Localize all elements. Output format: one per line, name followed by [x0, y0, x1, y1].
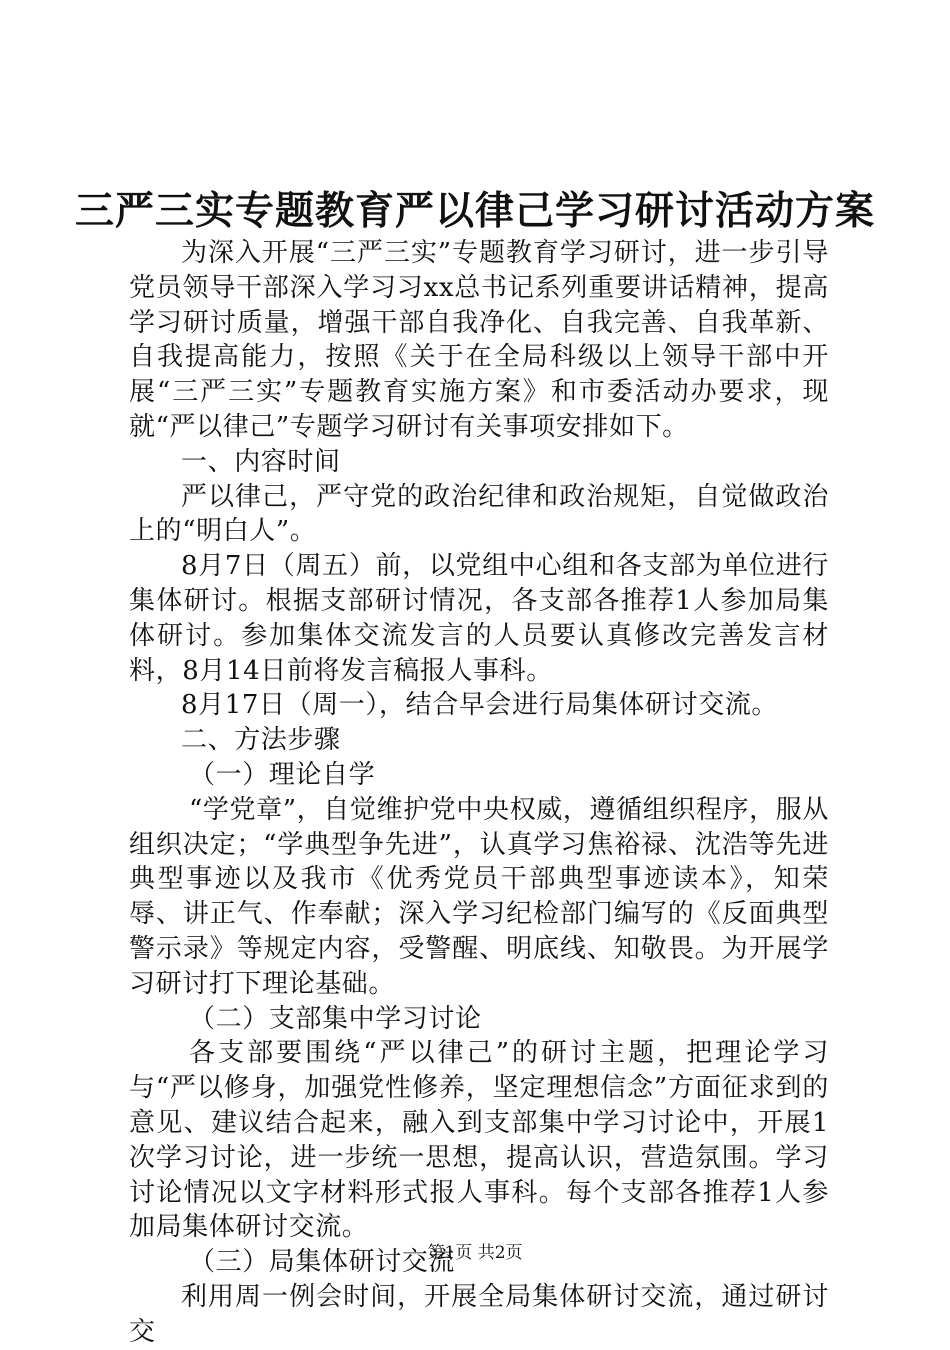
page-number-footer: 第1页 共2页	[427, 1243, 523, 1263]
subheading-branch-discussion: （二）支部集中学习讨论	[189, 1003, 482, 1034]
paragraph-aug-7: 8月7日（周五）前，以党组中心组和各支部为单位进行集体研讨。根据支部研讨情况，各支部各推荐1人参加局集体研讨。参加集体交流发言的人员要认真修改完善发言材料，8月14日前将发言稿报人事科。	[129, 551, 829, 686]
section-heading-content-time: 一、内容时间	[181, 446, 341, 477]
paragraph-intro: 为深入开展“三严三实”专题教育学习研讨，进一步引导党员领导干部深入学习习xx总书记系列重要讲话精神，提高学习研讨质量，增强干部自我净化、自我完善、自我革新、自我提高能力，按照《关于在全局科级以上领导干部中开展“三严三实”专题教育实施方案》和市委活动办要求，现就“严以律己”专题学习研讨有关事项安排如下。	[129, 238, 829, 442]
paragraph-bureau-exchange: 利用周一例会时间，开展全局集体研讨交流，通过研讨交	[129, 1281, 829, 1347]
paragraph-theory-study: “学党章”，自觉维护党中央权威，遵循组织程序，服从组织决定；“学典型争先进”，认真学习焦裕禄、沈浩等先进典型事迹以及我市《优秀党员干部典型事迹读本》，知荣辱、讲正气、作奉献；深入学习纪检部门编写的《反面典型警示录》等规定内容，受警醒、明底线、知敬畏。为开展学习研讨打下理论基础。	[129, 794, 829, 999]
document-body	[129, 236, 829, 1350]
subheading-theory-study: （一）理论自学	[189, 759, 376, 790]
subheading-bureau-exchange: （三）局集体研讨交流	[189, 1247, 456, 1278]
paragraph-aug-17: 8月17日（周一），结合早会进行局集体研讨交流。	[181, 690, 779, 721]
document-title: 三严三实专题教育严以律己学习研讨活动方案	[74, 188, 875, 234]
section-heading-methods: 二、方法步骤	[181, 725, 341, 756]
paragraph-branch-discussion: 各支部要围绕“严以律己”的研讨主题，把理论学习与“严以修身，加强党性修养，坚定理想信念”方面征求到的意见、建议结合起来，融入到支部集中学习讨论中，开展1次学习讨论，进一步统一思想，提高认识，营造氛围。学习讨论情况以文字材料形式报人事科。每个支部各推荐1人参加局集体研讨交流。	[129, 1038, 829, 1243]
paragraph-self-discipline: 严以律己，严守党的政治纪律和政治规矩，自觉做政治上的“明白人”。	[129, 481, 829, 547]
